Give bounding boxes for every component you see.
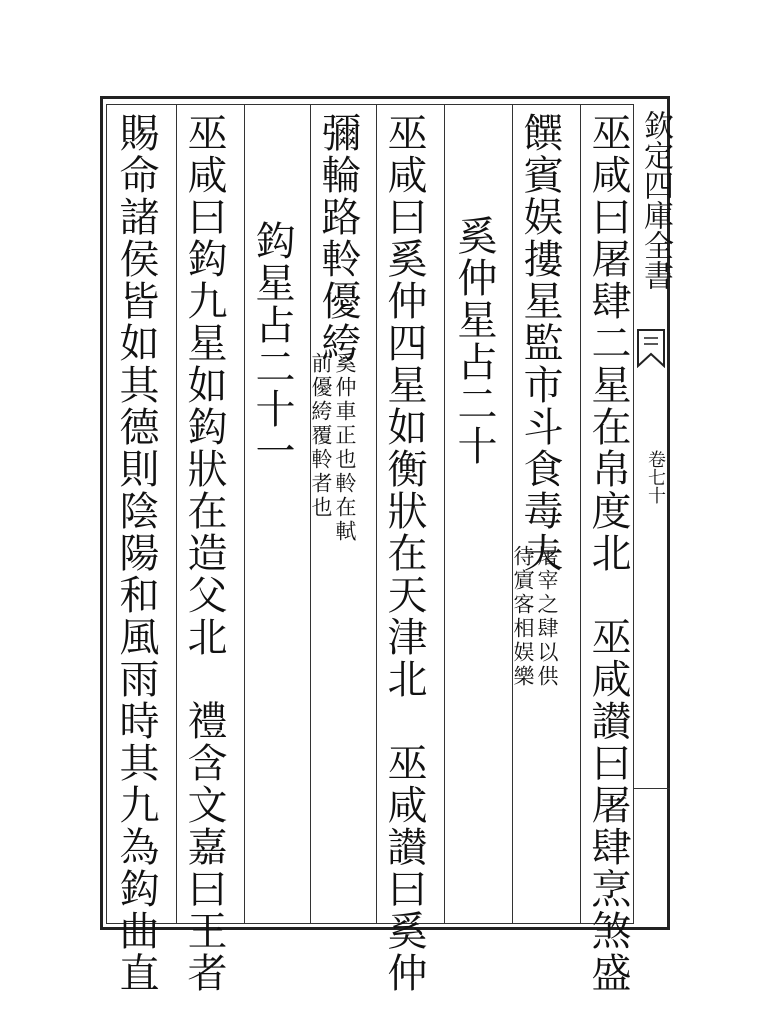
text-column-2: 饌賓娱摟星監市斗食毒夫 bbox=[517, 112, 563, 574]
fish-tail-mark-icon bbox=[636, 328, 666, 368]
annotation-2a: 屠宰之肆以供 bbox=[535, 545, 559, 689]
column-divider bbox=[512, 104, 513, 924]
text-column-8: 賜命諸侯皆如其德則陰陽和風雨時其九為鈎曲直 bbox=[113, 112, 159, 994]
annotation-5a: 奚仲車正也軨在軾 bbox=[333, 352, 357, 544]
volume-label: 卷七十 bbox=[645, 450, 666, 504]
section-heading-gou: 鈎星占二十一 bbox=[249, 220, 295, 472]
book-title: 欽定四庫全書 bbox=[638, 110, 673, 290]
column-divider bbox=[580, 104, 581, 924]
annotation-2b: 待賔客相娱樂 bbox=[511, 545, 535, 689]
column-divider bbox=[176, 104, 177, 924]
column-divider bbox=[444, 104, 445, 924]
section-heading-xizhong: 奚仲星占二十 bbox=[451, 215, 497, 467]
annotation-5b: 前優絝覆軨者也 bbox=[309, 352, 333, 520]
column-divider bbox=[376, 104, 377, 924]
text-column-1: 巫咸曰屠肆二星在帛度北 巫咸讃曰屠肆烹煞盛 bbox=[585, 112, 631, 994]
margin-tick bbox=[634, 788, 670, 789]
text-column-5: 彌輪路軨優絝 bbox=[315, 112, 361, 364]
text-column-7: 巫咸曰鈎九星如鈎狀在造父北 禮含文嘉曰王者 bbox=[181, 112, 227, 994]
column-divider bbox=[244, 104, 245, 924]
text-column-4: 巫咸曰奚仲四星如衡狀在天津北 巫咸讃曰奚仲 bbox=[381, 112, 427, 994]
